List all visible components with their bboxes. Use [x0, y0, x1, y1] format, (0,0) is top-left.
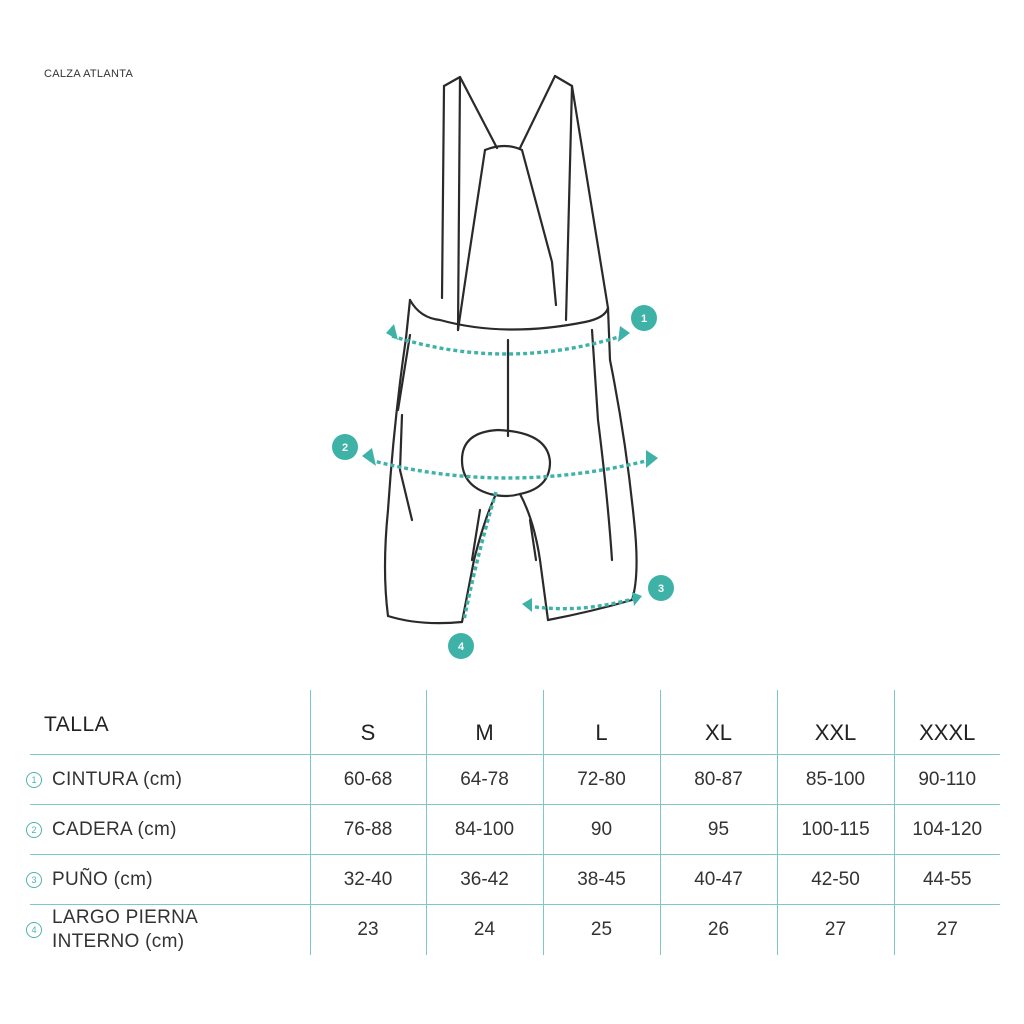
table-cell: 27: [894, 905, 1000, 956]
table-cell: 25: [543, 905, 660, 956]
size-s: S: [310, 690, 426, 755]
arrow-icon: [632, 592, 642, 606]
table-cell: 76-88: [310, 805, 426, 855]
table-cell: 95: [660, 805, 777, 855]
product-title: CALZA ATLANTA: [44, 68, 134, 80]
size-xxl: XXL: [777, 690, 894, 755]
table-cell: 26: [660, 905, 777, 956]
largo-pierna-label: [52, 906, 198, 954]
arrow-icon: [618, 326, 630, 342]
table-cell: 84-100: [426, 805, 543, 855]
size-header-row: [30, 690, 1000, 755]
size-xl: XL: [660, 690, 777, 755]
marker-4: [448, 633, 474, 659]
arrow-icon: [362, 448, 376, 466]
table-cell: 32-40: [310, 855, 426, 905]
svg-text:3: 3: [657, 583, 665, 595]
table-cell: 23: [310, 905, 426, 956]
garment-outline: [385, 76, 637, 623]
table-cell: 24: [426, 905, 543, 956]
table-cell: 44-55: [894, 855, 1000, 905]
number-1-icon: 1: [26, 772, 42, 788]
table-cell: 85-100: [777, 755, 894, 805]
table-cell: 100-115: [777, 805, 894, 855]
table-cell: 38-45: [543, 855, 660, 905]
arrow-icon: [646, 450, 658, 468]
table-cell: 90-110: [894, 755, 1000, 805]
svg-text:2: 2: [341, 442, 349, 454]
size-m: M: [426, 690, 543, 755]
table-cell: 90: [543, 805, 660, 855]
table-row-puno: [30, 855, 1000, 905]
table-cell: 42-50: [777, 855, 894, 905]
largo-pierna-line2: INTERNO (cm): [52, 931, 185, 952]
marker-1: [631, 305, 657, 331]
size-chart-table: [30, 690, 1000, 955]
table-cell: 104-120: [894, 805, 1000, 855]
table-cell: 36-42: [426, 855, 543, 905]
puno-label: PUÑO (cm): [52, 868, 153, 890]
size-l: L: [543, 690, 660, 755]
cintura-label: CINTURA (cm): [52, 768, 183, 790]
measurement-lines: [370, 336, 650, 620]
cadera-label: CADERA (cm): [52, 818, 177, 840]
svg-text:4: 4: [457, 641, 465, 653]
table-cell: 80-87: [660, 755, 777, 805]
number-3-icon: 3: [26, 872, 42, 888]
table-cell: 60-68: [310, 755, 426, 805]
table-cell: 27: [777, 905, 894, 956]
marker-2: [332, 434, 358, 460]
size-xxxl: XXXL: [894, 690, 1000, 755]
hip-measure-line: [370, 460, 650, 478]
table-row-cintura: [30, 755, 1000, 805]
row-label-largo-pierna: [30, 905, 310, 956]
row-label-puno: [30, 855, 310, 905]
number-2-icon: 2: [26, 822, 42, 838]
largo-pierna-line1: LARGO PIERNA: [52, 907, 199, 928]
arrow-icon: [522, 598, 532, 612]
row-label-cintura: [30, 755, 310, 805]
table-row-cadera: [30, 805, 1000, 855]
number-4-icon: 4: [26, 922, 42, 938]
svg-text:1: 1: [640, 313, 648, 325]
size-header-label: TALLA: [44, 713, 110, 736]
row-label-cadera: [30, 805, 310, 855]
table-row-largo-pierna: [30, 905, 1000, 956]
table-cell: 40-47: [660, 855, 777, 905]
table-cell: 64-78: [426, 755, 543, 805]
marker-3: [648, 575, 674, 601]
table-cell: 72-80: [543, 755, 660, 805]
